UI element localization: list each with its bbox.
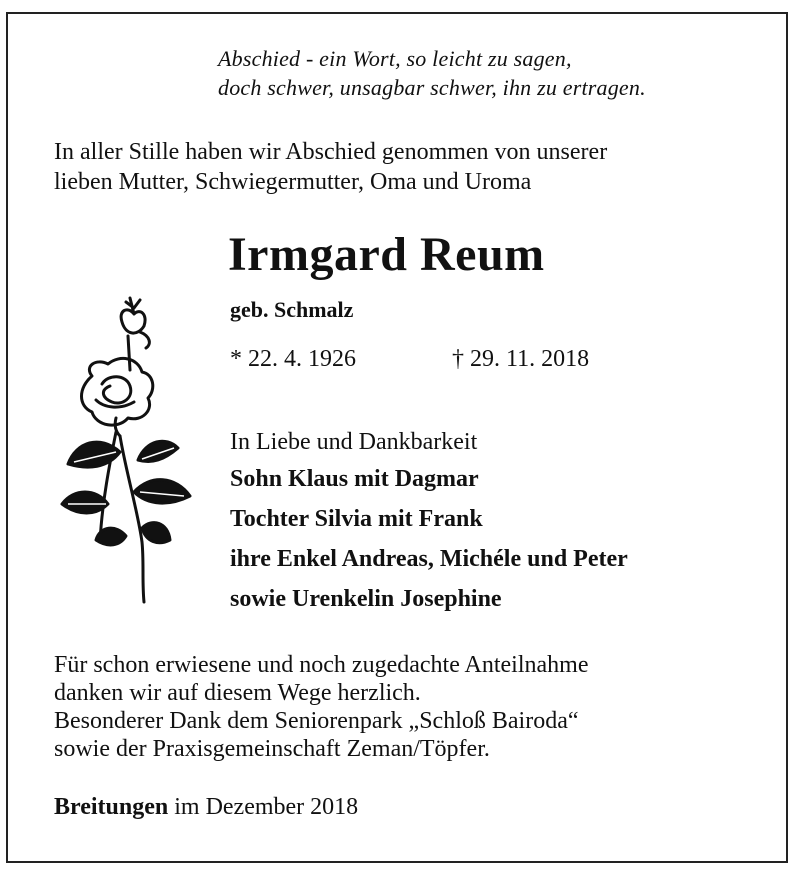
intro-line-1: In aller Stille haben wir Abschied genommen von unserer	[54, 139, 608, 165]
birth-date: * 22. 4. 1926	[230, 346, 356, 372]
closing-line	[54, 792, 358, 822]
death-date: † 29. 11. 2018	[452, 346, 590, 372]
intro-line-2: lieben Mutter, Schwiegermutter, Oma und Uroma	[54, 169, 532, 195]
thanks-line-3: Besonderer Dank dem Seniorenpark „Schloß Bairoda“	[54, 708, 579, 734]
rose-icon	[30, 292, 200, 610]
quote-line-1: Abschied - ein Wort, so leicht zu sagen,	[218, 46, 572, 71]
mourner-line: Tochter Silvia mit Frank	[230, 506, 483, 532]
mourner-line: Sohn Klaus mit Dagmar	[230, 466, 479, 492]
mourners-lead: In Liebe und Dankbarkeit	[230, 429, 478, 455]
mourners-block	[230, 427, 628, 619]
deceased-name: Irmgard Reum	[228, 228, 545, 281]
mourner-line: sowie Urenkelin Josephine	[230, 586, 502, 612]
farewell-quote	[218, 44, 646, 102]
quote-line-2: doch schwer, unsagbar schwer, ihn zu ertragen.	[218, 75, 646, 100]
mourner-line: ihre Enkel Andreas, Michéle und Peter	[230, 546, 628, 572]
maiden-name: geb. Schmalz	[230, 297, 354, 322]
thanks-line-1: Für schon erwiesene und noch zugedachte Anteilnahme	[54, 652, 589, 678]
intro-text	[54, 137, 607, 197]
thanks-line-2: danken wir auf diesem Wege herzlich.	[54, 680, 421, 706]
closing-place: Breitungen	[54, 794, 169, 820]
thanks-text	[54, 651, 589, 763]
closing-date: im Dezember 2018	[174, 794, 359, 820]
thanks-line-4: sowie der Praxisgemeinschaft Zeman/Töpfer.	[54, 736, 490, 762]
